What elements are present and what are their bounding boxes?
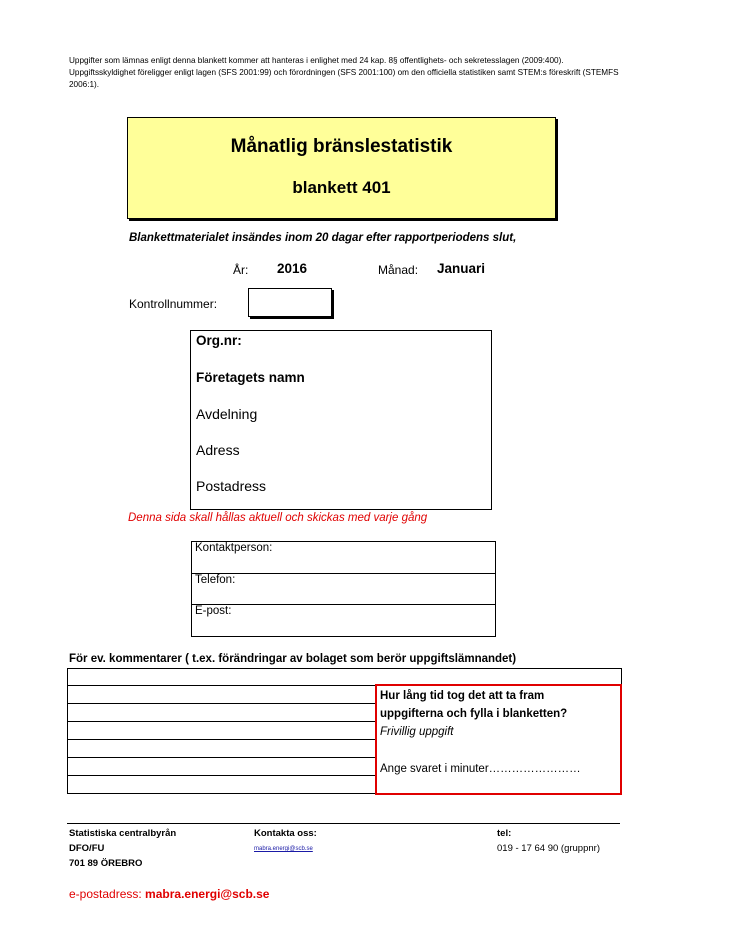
form-title: Månatlig bränslestatistik [230, 136, 453, 157]
month-value: Januari [437, 261, 486, 276]
footer-contact-link[interactable]: mabra.energi@scb.se [254, 846, 313, 852]
year-label: År: [233, 263, 249, 277]
postal-address-label: Postadress [196, 478, 267, 494]
footer-contact-label: Kontakta oss: [254, 828, 317, 839]
contact-person-field[interactable] [192, 542, 495, 573]
footer-org-name: Statistiska centralbyrån [69, 828, 177, 839]
time-question-box[interactable] [375, 684, 622, 795]
email-address-label: e-postadress: [69, 887, 146, 901]
comment-row-divider [68, 757, 376, 758]
email-label: E-post: [195, 605, 232, 617]
update-note: Denna sida skall hållas aktuell och skickas med varje gång [128, 512, 428, 524]
footer-phone-label: tel: [497, 828, 512, 839]
email-field[interactable] [192, 604, 495, 636]
comment-row-divider [68, 739, 376, 740]
comment-row-divider [68, 775, 376, 776]
minutes-answer-prompt: Ange svaret i minuter…………………… [380, 763, 581, 775]
time-question-line2: uppgifterna och fylla i blanketten? [380, 708, 568, 720]
company-name-label: Företagets namn [196, 370, 305, 385]
time-question-line1: Hur lång tid tog det att ta fram [380, 690, 545, 702]
phone-field[interactable] [192, 573, 495, 605]
footer-unit: DFO/FU [69, 843, 105, 854]
footer-phone-value: 019 - 17 64 90 (gruppnr) [497, 843, 600, 854]
address-label: Adress [196, 442, 240, 458]
contact-person-label: Kontaktperson: [195, 542, 273, 554]
optional-note: Frivillig uppgift [380, 726, 454, 738]
kontroll-label: Kontrollnummer: [129, 297, 218, 311]
org-box [190, 330, 492, 510]
department-label: Avdelning [196, 406, 258, 422]
title-box [127, 117, 556, 219]
month-label: Månad: [378, 263, 419, 277]
kontroll-input[interactable] [248, 288, 332, 317]
comments-heading: För ev. kommentarer ( t.ex. förändringar av bolaget som berör uppgiftslämnandet) [69, 653, 517, 665]
footer-postal: 701 89 ÖREBRO [69, 858, 143, 869]
comment-row-divider [68, 703, 376, 704]
submission-instruction: Blankettmaterialet insändes inom 20 dagar efter rapportperiodens slut, [129, 232, 517, 244]
phone-label: Telefon: [195, 574, 236, 586]
footer-divider [67, 823, 620, 824]
contact-box [191, 541, 496, 637]
year-value: 2016 [277, 261, 308, 276]
email-address-link[interactable]: mabra.energi@scb.se [145, 887, 270, 901]
legal-notice: Uppgifter som lämnas enligt denna blankett kommer att hanteras i enlighet med 24 kap. 8§ offentlighets- och sekretesslagen (2009:400). Uppgiftsskyldighet föreligger enligt lagen (SFS 2001:99) och förordningen (SFS 2001:100) om den officiella statistiken samt STEM:s föreskrift (STEMFS 2006:1). [69, 56, 619, 89]
form-subtitle: blankett 401 [292, 178, 391, 197]
orgnr-label: Org.nr: [196, 333, 242, 348]
comment-row-divider [68, 721, 376, 722]
email-address-line [69, 887, 269, 901]
